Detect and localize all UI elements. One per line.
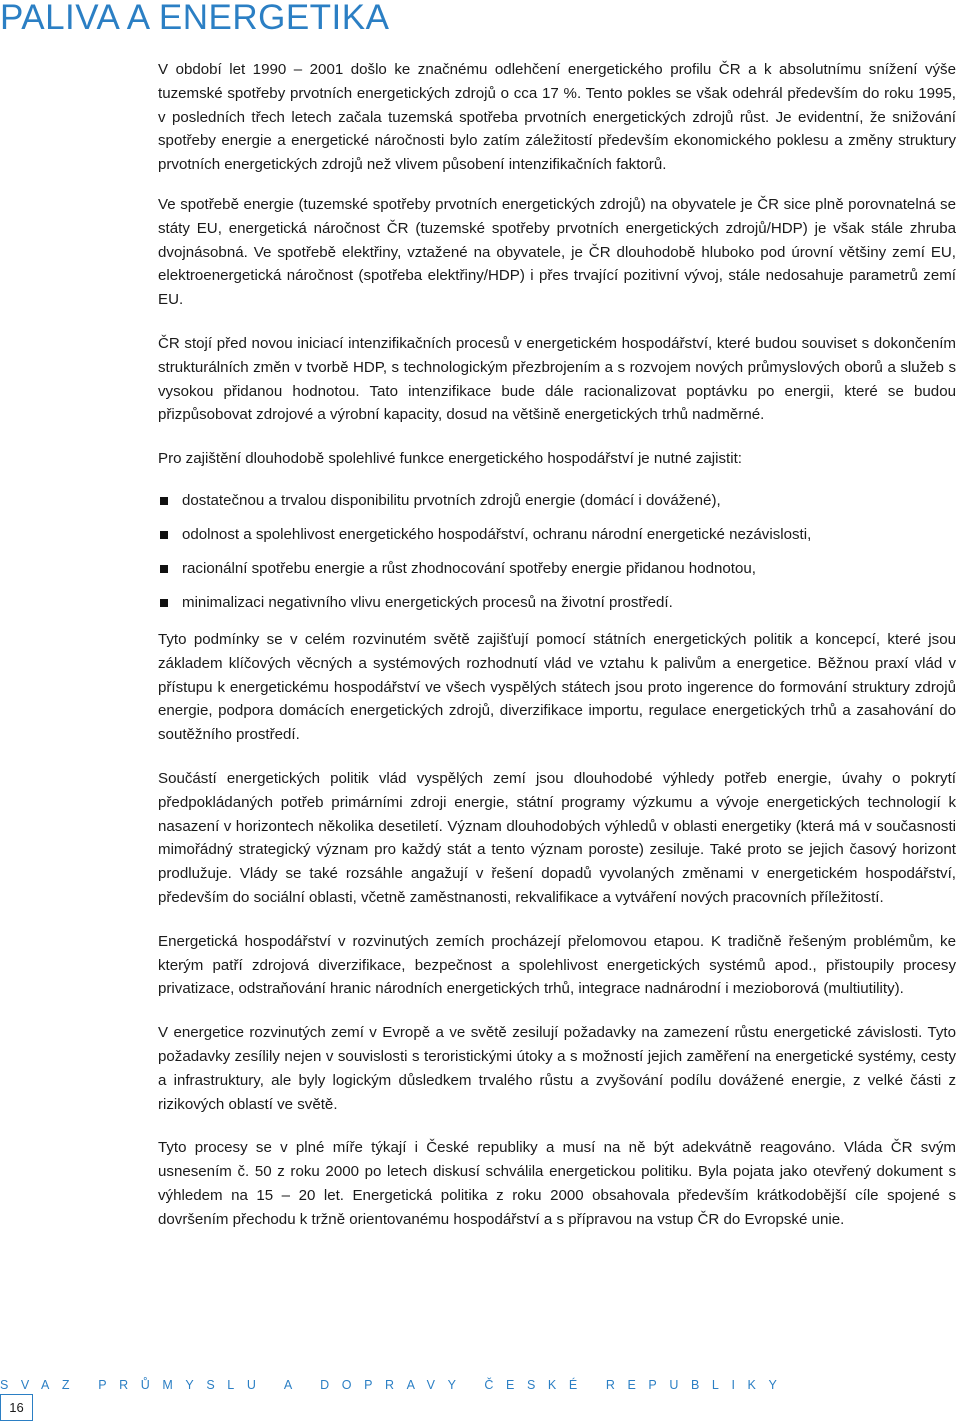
page-title: PALIVA A ENERGETIKA xyxy=(0,0,390,37)
list-item-text: minimalizaci negativního vlivu energetických procesů na životní prostředí. xyxy=(182,593,673,611)
paragraph-turning-point: Energetická hospodářství v rozvinutých zemích procházejí přelomovou etapou. K tradičně řešeným problémům, ke kterým patří zdrojová diverzifikace, bezpečnost a spolehlivost energetických systémů apod., přistoupily procesy privatizace, odstraňování hranic národních energetických trhů, integrace nadnárodní i mezioborová (multiutility). xyxy=(158,932,956,998)
square-bullet-icon xyxy=(160,497,168,505)
main-content xyxy=(158,58,956,1251)
requirements-list xyxy=(158,489,956,614)
paragraph-intensification: ČR stojí před novou iniciací intenzifikačních procesů v energetickém hospodářství, které budou souviset s dokončením strukturálních změn v tvorbě HDP, s technologickým přezbrojením a s rozvojem nových průmyslových oborů a služeb s vysokou přidanou hodnotou. Tato intenzifikace bude dále racionalizovat poptávku po energii, které se budou přizpůsobovat zdrojové a výrobní kapacity, dosud na většině energetických trhů nadměrné. xyxy=(158,334,956,424)
paragraph-requirements-intro: Pro zajištění dlouhodobě spolehlivé funkce energetického hospodářství je nutné zajistit: xyxy=(158,450,742,468)
footer-organization: SVAZ PRŮMYSLU A DOPRAVY ČESKÉ REPUBLIKY xyxy=(0,1378,790,1392)
list-item-text: odolnost a spolehlivost energetického hospodářství, ochranu národní energetické nezávislosti, xyxy=(182,525,812,543)
paragraph-energy-dependence: V energetice rozvinutých zemí v Evropě a ve světě zesilují požadavky na zamezení růstu energetické závislosti. Tyto požadavky zesílily nejen v souvislosti s teroristickými útoky a s možností jejich zaměření na energetické systémy, cesty a infrastruktury, ale byly logickým důsledkem trvalého růstu a zvyšování podílu dovážené energie, z velké části z rizikových oblastí ve světě. xyxy=(158,1024,956,1113)
list-item-text: racionální spotřebu energie a růst zhodnocování spotřeby energie přidanou hodnotou, xyxy=(182,559,756,577)
paragraph-energy-consumption: Ve spotřebě energie (tuzemské spotřeby prvotních energetických zdrojů) na obyvatele je ČR sice plně porovnatelná se státy EU, energetická náročnost ČR (tuzemské spotřeby prvotních energetických zdrojů/HDP) je však stále zhruba dvojnásobná. Ve spotřebě elektřiny, vztažené na obyvatele, je ČR dlouhodobě hluboko pod úrovní většiny zemí EU, elektroenergetická náročnost (spotřeba elektřiny/HDP) i přes trvající pozitivní vývoj, stále nedosahuje parametrů zemí EU. xyxy=(158,195,956,309)
list-item-text: dostatečnou a trvalou disponibilitu prvotních zdrojů energie (domácí i dovážené), xyxy=(182,491,721,509)
list-item xyxy=(158,557,956,580)
paragraph-energy-profile: V období let 1990 – 2001 došlo ke značnému odlehčení energetického profilu ČR a k absolutnímu snížení výše tuzemské spotřeby prvotních energetických zdrojů o cca 17 %. Tento pokles se však odehrál především do roku 1995, v posledních třech letech začala tuzemská spotřeba prvotních energetických zdrojů růst. Je evidentní, že snižování spotřeby energie a energetické náročnosti bylo zatím záležitostí především ekonomického poklesu a změny struktury prvotních energetických zdrojů než vlivem působení intenzifikačních faktorů. xyxy=(158,61,956,174)
square-bullet-icon xyxy=(160,599,168,607)
page-number: 16 xyxy=(0,1394,33,1421)
list-item xyxy=(158,523,956,546)
list-item xyxy=(158,591,956,614)
list-item xyxy=(158,489,956,512)
paragraph-czech-policy: Tyto procesy se v plné míře týkají i České republiky a musí na ně být adekvátně reagováno. Vláda ČR svým usnesením č. 50 z roku 2000 po letech diskusí schválila energetickou politiku. Byla pojata jako otevřený dokument s výhledem na 15 – 20 let. Energetická politika z roku 2000 obsahovala především krátkodobější cíle spojené s dovršením přechodu k tržně orientovanému hospodářství a s přípravou na vstup ČR do Evropské unie. xyxy=(158,1139,956,1228)
square-bullet-icon xyxy=(160,531,168,539)
paragraph-state-policies: Tyto podmínky se v celém rozvinutém světě zajišťují pomocí státních energetických politik a koncepcí, které jsou základem klíčových věcných a systémových rozhodnutí vlád ve vztahu k palivům a energetice. Běžnou praxí vlád v přístupu k energetickému hospodářství ve všech vyspělých státech jsou proto ingerence do formování struktury zdrojů energie, podpora domácích energetických zdrojů, diverzifikace importu, regulace energetických trhů a zasahování do soutěžního prostředí. xyxy=(158,630,956,744)
paragraph-long-term-outlooks: Součástí energetických politik vlád vyspělých zemí jsou dlouhodobé výhledy potřeb energie, úvahy o pokrytí předpokládaných potřeb primárními zdroji energie, státní programy výzkumu a vývoje energetických technologií k nasazení v horizontech několika desetiletí. Význam dlouhodobých výhledů v oblasti energetiky (která má v současnosti mimořádný strategický význam pro každý stát a tento význam poroste) zesiluje. Také proto se jejich časový horizont prodlužuje. Vlády se také rozsáhle angažují v řešení dopadů vyvolaných změnami v energetickém hospodářství, především do sociální oblasti, včetně zaměstnanosti, rekvalifikace a vytváření nových pracovních příležitostí. xyxy=(158,769,956,906)
square-bullet-icon xyxy=(160,565,168,573)
